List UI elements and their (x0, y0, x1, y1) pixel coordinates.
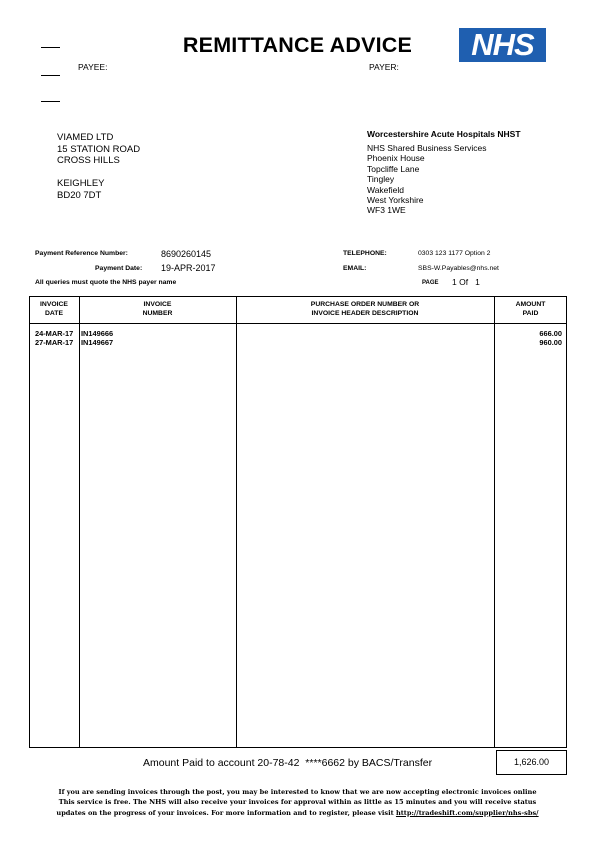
email-value: SBS-W.Payables@nhs.net (418, 265, 499, 272)
footer-line: This service is free. The NHS will also receive your invoices for approval within as little as 15 minutes and you will receive status (58, 798, 537, 807)
row-invoice-number: IN149667 (81, 338, 114, 347)
header-line: INVOICE HEADER DESCRIPTION (311, 309, 419, 317)
header-line: AMOUNT (515, 301, 546, 308)
table-column-divider (494, 296, 495, 748)
payer-address-line: West Yorkshire (367, 195, 424, 206)
payer-label: PAYER: (369, 62, 399, 72)
payment-reference-label: Payment Reference Number: (35, 250, 128, 257)
row-invoice-number: IN149666 (81, 329, 114, 338)
payer-address (367, 143, 487, 216)
payee-address-line: KEIGHLEY (57, 178, 105, 189)
payment-date-label: Payment Date: (95, 265, 143, 272)
header-line: INVOICE (40, 301, 68, 308)
payee-address-line: VIAMED LTD (57, 132, 114, 143)
document-title: REMITTANCE ADVICE (182, 33, 413, 57)
total-amount: 1,626.00 (496, 750, 567, 775)
payer-address-line: WF3 1WE (367, 205, 406, 216)
footer-line (40, 808, 555, 818)
header-invoice-date (29, 301, 79, 318)
header-line: NUMBER (142, 309, 173, 317)
row-invoice-date: 24-MAR-17 (35, 329, 74, 338)
payee-address-line: BD20 7DT (57, 189, 102, 201)
email-label: EMAIL: (343, 265, 367, 272)
header-line: PURCHASE ORDER NUMBER OR (310, 301, 420, 308)
footer-note (40, 787, 555, 818)
payer-name: Worcestershire Acute Hospitals NHST (367, 129, 521, 139)
payee-address-line: CROSS HILLS (57, 155, 120, 166)
payment-reference-value: 8690260145 (161, 249, 212, 259)
table-column-divider (79, 296, 80, 748)
payee-address (57, 132, 140, 201)
row-amount: 960.00 (539, 338, 562, 347)
payer-address-line: Topcliffe Lane (367, 163, 420, 174)
row-invoice-date: 27-MAR-17 (35, 338, 74, 347)
payee-address-line: 15 STATION ROAD (57, 143, 141, 155)
header-amount-paid (494, 301, 567, 318)
payer-address-line: Tingley (367, 174, 395, 185)
header-description (236, 301, 494, 318)
payer-address-line: NHS Shared Business Services (367, 143, 487, 153)
header-line: DATE (45, 309, 63, 317)
footer-line-text: updates on the progress of your invoices. For more information and to register, please visit (56, 808, 396, 817)
amount-paid-statement: Amount Paid to account 20-78-42 ****6662 by BACS/Transfer (143, 757, 433, 769)
telephone-value: 0303 123 1177 Option 2 (418, 250, 491, 257)
page-value: 1 Of 1 (452, 277, 480, 287)
payee-label: PAYEE: (78, 62, 108, 72)
payee-address-line (57, 167, 140, 179)
payment-date-value: 19-APR-2017 (161, 263, 216, 273)
row-amount: 666.00 (539, 329, 562, 338)
margin-mark (41, 75, 60, 76)
nhs-logo: NHS (459, 28, 546, 62)
header-line: INVOICE (143, 301, 172, 308)
invoice-table (29, 296, 567, 748)
footer-line: If you are sending invoices through the post, you may be interested to know that we are now accepting electronic invoices online (58, 788, 537, 796)
tradeshift-link[interactable]: http://tradeshift.com/supplier/nhs-sbs/ (395, 808, 539, 817)
margin-mark (41, 101, 60, 102)
header-line: PAID (522, 309, 539, 317)
telephone-label: TELEPHONE: (343, 250, 387, 257)
header-invoice-number (79, 301, 236, 318)
queries-note: All queries must quote the NHS payer name (35, 279, 177, 286)
table-header-divider (29, 323, 567, 324)
payer-address-line: Phoenix House (367, 153, 425, 164)
payer-address-line: Wakefield (367, 184, 405, 195)
table-column-divider (236, 296, 237, 748)
page-label: PAGE (422, 280, 439, 286)
